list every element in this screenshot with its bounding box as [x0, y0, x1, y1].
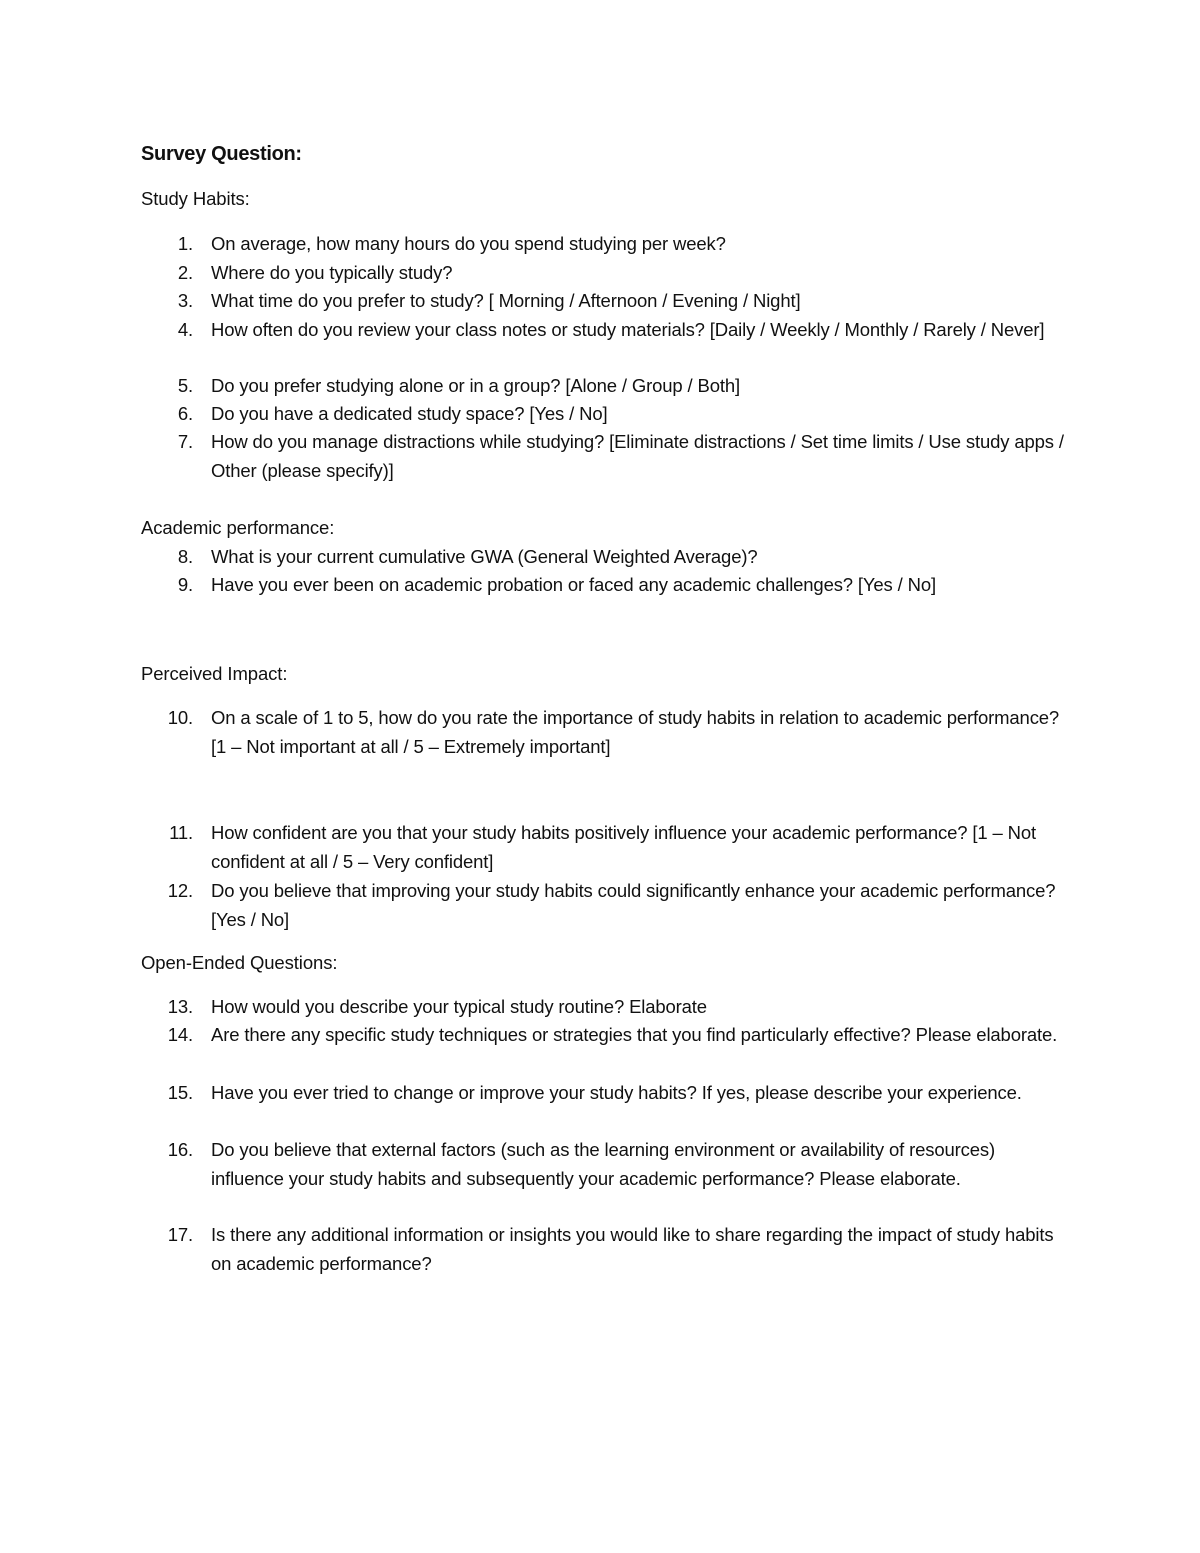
question-text: Do you believe that improving your study habits could significantly enhance your academic performance? [Yes / No]: [211, 880, 1056, 930]
question-number: 11.: [169, 822, 193, 843]
question-number: 14.: [167, 1024, 193, 1045]
question-text: How do you manage distractions while studying? [Eliminate distractions / Set time limits / Use study apps / Other (please specify)]: [211, 431, 1064, 481]
question-number: 1.: [177, 233, 193, 254]
question-text: Have you ever tried to change or improve your study habits? If yes, please describe your experience.: [211, 1082, 1022, 1103]
question-item: [141, 543, 1071, 572]
question-text: What time do you prefer to study? [ Morning / Afternoon / Evening / Night]: [211, 290, 801, 311]
question-number: 6.: [177, 403, 193, 424]
question-number: 15.: [167, 1082, 193, 1103]
section-heading-perceived-impact: Perceived Impact:: [141, 663, 288, 684]
question-item: [141, 400, 1071, 429]
question-number: 12.: [167, 880, 193, 901]
question-item: [141, 1021, 1071, 1050]
question-item: [141, 316, 1071, 345]
question-text: Do you have a dedicated study space? [Yes / No]: [211, 403, 608, 424]
question-text: Do you believe that external factors (such as the learning environment or availability of resources) influence your study habits and subsequently your academic performance? Please elaborate.: [211, 1139, 995, 1189]
question-item: [141, 259, 1071, 288]
question-item: [141, 819, 1071, 876]
section-heading-academic-performance: Academic performance:: [141, 517, 335, 538]
question-item: [141, 287, 1071, 316]
question-item: [141, 372, 1071, 401]
question-item: [141, 993, 1071, 1022]
question-text: Are there any specific study techniques or strategies that you find particularly effective? Please elaborate.: [211, 1024, 1058, 1045]
question-item: [141, 877, 1071, 934]
question-item: [141, 428, 1071, 485]
question-number: 8.: [177, 546, 193, 567]
question-item: [141, 1079, 1071, 1108]
question-item: [141, 230, 1071, 259]
question-number: 16.: [167, 1139, 193, 1160]
question-item: [141, 704, 1071, 761]
question-number: 13.: [167, 996, 193, 1017]
question-text: Is there any additional information or insights you would like to share regarding the impact of study habits on academic performance?: [211, 1224, 1054, 1274]
question-text: How often do you review your class notes or study materials? [Daily / Weekly / Monthly / Rarely / Never]: [211, 319, 1045, 340]
question-number: 2.: [177, 262, 193, 283]
question-number: 4.: [177, 319, 193, 340]
question-text: How would you describe your typical study routine? Elaborate: [211, 996, 707, 1017]
question-text: What is your current cumulative GWA (General Weighted Average)?: [211, 546, 758, 567]
question-number: 7.: [177, 431, 193, 452]
section-heading-study-habits: Study Habits:: [141, 188, 250, 209]
question-number: 3.: [177, 290, 193, 311]
question-item: [141, 1221, 1071, 1278]
question-text: On a scale of 1 to 5, how do you rate the importance of study habits in relation to academic performance? [1 – Not important at all / 5 – Extremely important]: [211, 707, 1060, 757]
question-text: Have you ever been on academic probation or faced any academic challenges? [Yes / No]: [211, 574, 936, 595]
question-number: 10.: [167, 707, 193, 728]
question-item: [141, 571, 1071, 600]
section-heading-open-ended: Open-Ended Questions:: [141, 952, 338, 973]
question-text: Do you prefer studying alone or in a group? [Alone / Group / Both]: [211, 375, 740, 396]
question-item: [141, 1136, 1071, 1193]
question-text: On average, how many hours do you spend studying per week?: [211, 233, 726, 254]
question-number: 5.: [177, 375, 193, 396]
page-title: Survey Question:: [141, 143, 302, 165]
question-text: How confident are you that your study habits positively influence your academic performance? [1 – Not confident at all / 5 – Very confident]: [211, 822, 1036, 872]
question-text: Where do you typically study?: [211, 262, 453, 283]
question-number: 17.: [167, 1224, 193, 1245]
question-number: 9.: [177, 574, 193, 595]
